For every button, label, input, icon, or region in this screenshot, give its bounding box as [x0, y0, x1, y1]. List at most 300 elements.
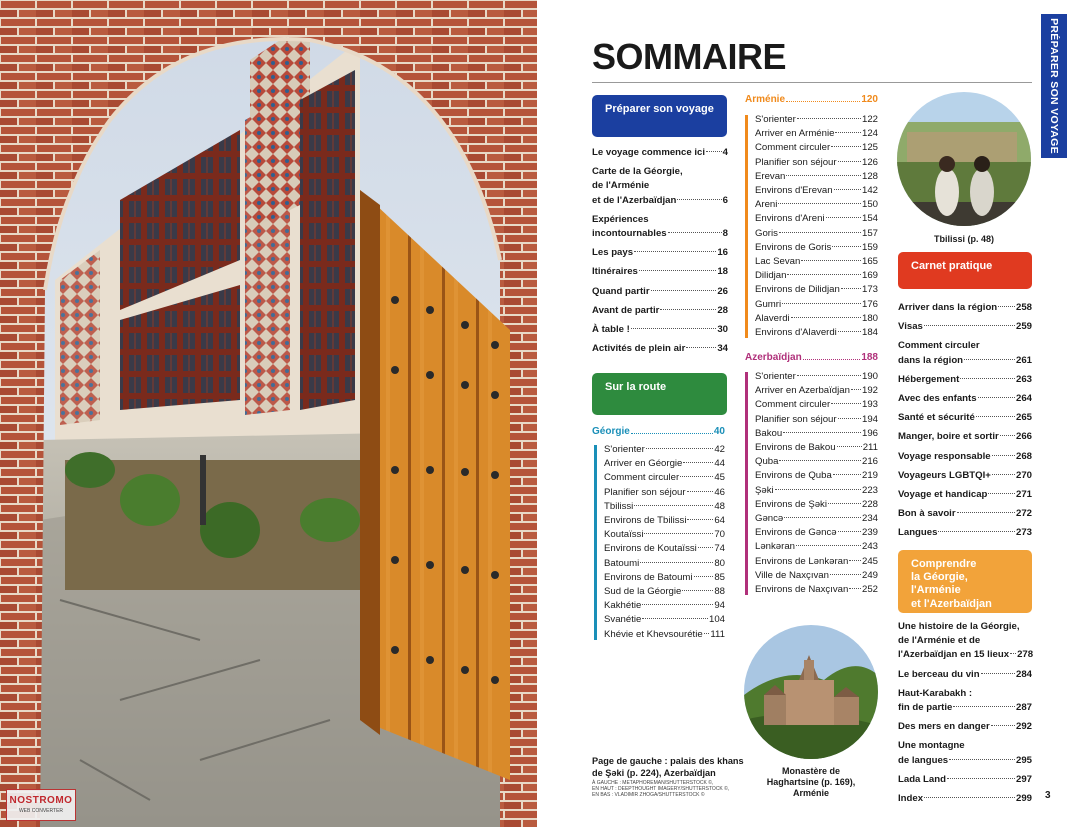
toc-entry[interactable] — [898, 354, 1032, 368]
toc-entry — [592, 213, 728, 227]
toc-entry[interactable] — [755, 398, 878, 412]
section-header-route-label: Sur la route — [605, 381, 667, 393]
toc-entry[interactable] — [604, 443, 725, 457]
toc-entry[interactable] — [604, 457, 725, 471]
toc-entry-label: Avec des enfants — [898, 393, 977, 405]
leader-dots — [779, 232, 861, 233]
monastery-caption-1: Monastère de — [781, 766, 841, 776]
toc-entry-page: 234 — [861, 513, 878, 525]
credit-line-3: EN BAS : VLADIMIR ZHOGA/SHUTTERSTOCK © — [592, 792, 705, 799]
toc-entry-label: Hébergement — [898, 373, 960, 385]
toc-entry[interactable] — [755, 413, 878, 427]
toc-entry-page: 159 — [861, 241, 878, 253]
toc-entry-label: Comment circuler — [898, 340, 980, 352]
region-georgia-label: Géorgie — [592, 426, 630, 437]
toc-entry-page: 287 — [1015, 702, 1032, 714]
leader-dots — [838, 161, 861, 162]
toc-entry-page: 157 — [861, 227, 878, 239]
toc-entry-page: 190 — [861, 371, 878, 382]
toc-entry-page: 45 — [714, 472, 725, 484]
toc-entry-label: fin de partie — [898, 702, 953, 714]
toc-entry[interactable] — [604, 628, 725, 642]
toc-entry-page: 26 — [717, 285, 728, 297]
toc-entry-page: 104 — [708, 614, 725, 626]
toc-entry-page: 211 — [862, 442, 878, 454]
toc-entry-page: 4 — [722, 147, 728, 158]
leader-dots — [784, 517, 861, 518]
leader-dots — [991, 725, 1015, 726]
toc-entry-label: Des mers en danger — [898, 721, 990, 733]
leader-dots — [680, 476, 713, 477]
toc-entry-page: 261 — [1015, 354, 1032, 366]
leader-dots — [686, 347, 716, 348]
toc-entry[interactable] — [604, 613, 725, 627]
toc-entry[interactable] — [898, 488, 1032, 502]
leader-dots — [992, 474, 1015, 475]
publisher-logo — [6, 789, 76, 821]
toc-entry[interactable] — [898, 526, 1032, 540]
section-header-prep-label: Préparer son voyage — [605, 103, 714, 115]
toc-entry-label: Environs d'Areni — [755, 213, 825, 225]
toc-entry[interactable] — [755, 184, 878, 198]
toc-entry[interactable] — [755, 583, 878, 597]
leader-dots — [631, 328, 716, 329]
toc-entry-label: Itinéraires — [592, 266, 638, 278]
leader-dots — [639, 270, 716, 271]
leader-dots — [998, 306, 1015, 307]
leader-dots — [838, 331, 861, 332]
leader-dots — [646, 448, 714, 449]
toc-entry-label: Environs d'Alaverdi — [755, 327, 837, 339]
toc-entry-label: de l'Arménie — [592, 180, 650, 192]
page-number: 3 — [1045, 790, 1051, 801]
leader-dots — [682, 590, 713, 591]
leader-dots — [831, 146, 861, 147]
toc-entry-label: et de l'Azerbaïdjan — [592, 194, 677, 206]
leader-dots — [992, 455, 1015, 456]
toc-entry-page: 273 — [1015, 527, 1032, 539]
toc-entry[interactable] — [755, 455, 878, 469]
toc-entry[interactable] — [755, 312, 878, 326]
toc-armenia-list — [745, 113, 878, 340]
toc-entry-label: Voyageurs LGBTQI+ — [898, 469, 991, 481]
toc-entry-label: Gumri — [755, 298, 782, 310]
toc-entry-page: 6 — [722, 194, 728, 206]
toc-entry-label: Activités de plein air — [592, 343, 686, 355]
toc-entry-page: 196 — [861, 427, 878, 439]
toc-entry-label: Index — [898, 793, 924, 805]
toc-entry-label: Lənkəran — [755, 541, 796, 553]
leader-dots — [988, 493, 1015, 494]
toc-entry-label: Svanétie — [604, 614, 642, 626]
toc-entry[interactable] — [755, 269, 878, 283]
toc-entry-page: 48 — [714, 500, 725, 512]
toc-entry-label: Comment circuler — [755, 142, 831, 154]
toc-entry[interactable] — [592, 323, 728, 337]
section-header-carnet[interactable] — [898, 252, 1032, 289]
toc-entry[interactable] — [604, 514, 725, 528]
leader-dots — [938, 531, 1015, 532]
leader-dots — [960, 378, 1015, 379]
toc-prep-list — [592, 146, 728, 356]
toc-entry-label: À table ! — [592, 324, 630, 336]
toc-entry[interactable] — [755, 384, 878, 398]
toc-entry-label: Environs de Lənkəran — [755, 555, 849, 567]
toc-entry-page: 64 — [714, 515, 725, 527]
monastery-caption-3: Arménie — [792, 788, 829, 798]
region-header-georgia[interactable] — [592, 426, 725, 437]
toc-entry — [898, 339, 1032, 353]
toc-entry-page: 124 — [861, 128, 878, 140]
toc-entry[interactable] — [898, 392, 1032, 406]
toc-entry-page: 30 — [717, 324, 728, 336]
toc-entry-page: 297 — [1015, 773, 1032, 785]
toc-entry-page: 94 — [714, 600, 725, 612]
tbilisi-caption: Tbilissi (p. 48) — [933, 234, 994, 244]
toc-entry-label: Environs de Şəki — [755, 498, 827, 510]
toc-entry[interactable] — [604, 500, 725, 514]
leader-dots — [834, 189, 861, 190]
toc-entry[interactable] — [755, 512, 878, 526]
toc-entry-page: 16 — [717, 247, 728, 259]
toc-entry-page: 271 — [1015, 489, 1032, 501]
toc-entry-page: 180 — [861, 312, 878, 324]
toc-entry-label: Dilidjan — [755, 270, 787, 282]
toc-entry[interactable] — [755, 484, 878, 498]
leader-dots — [838, 531, 861, 532]
logo-text: NOSTROMO — [9, 795, 73, 806]
toc-entry-label: dans la région — [898, 354, 964, 366]
toc-entry[interactable] — [898, 754, 1032, 768]
leader-dots — [1010, 653, 1016, 654]
toc-entry[interactable] — [755, 283, 878, 297]
leader-dots — [704, 633, 710, 634]
toc-entry-label: Environs de Koutaïssi — [604, 543, 697, 555]
leader-dots — [797, 118, 861, 119]
toc-entry-page: 125 — [861, 142, 878, 154]
toc-entry-label: Arriver en Arménie — [755, 128, 835, 140]
toc-entry-label: Koutaïssi — [604, 529, 644, 541]
toc-entry-label: Haut-Karabakh : — [898, 687, 973, 699]
toc-entry-page: 223 — [861, 484, 878, 496]
monastery-caption — [744, 766, 878, 799]
leader-dots — [841, 288, 861, 289]
leader-dots — [683, 462, 713, 463]
toc-entry[interactable] — [755, 370, 878, 384]
region-header-azerbaijan[interactable] — [745, 352, 878, 363]
toc-entry-page: 299 — [1015, 793, 1032, 805]
leader-dots — [837, 446, 862, 447]
toc-entry-page: 111 — [710, 628, 725, 640]
toc-entry-label: Goris — [755, 227, 778, 239]
toc-entry[interactable] — [592, 304, 728, 318]
toc-entry — [592, 165, 728, 179]
leader-dots — [957, 512, 1015, 513]
toc-entry-page: 252 — [861, 584, 878, 596]
toc-entry[interactable] — [755, 170, 878, 184]
toc-entry[interactable] — [755, 255, 878, 269]
toc-entry[interactable] — [755, 498, 878, 512]
toc-entry[interactable] — [898, 720, 1032, 734]
toc-entry-page: 194 — [861, 413, 878, 425]
toc-entry[interactable] — [898, 773, 1032, 787]
leader-dots — [849, 560, 861, 561]
toc-entry-page: 173 — [861, 284, 878, 296]
toc-entry[interactable] — [755, 555, 878, 569]
toc-entry-page: 165 — [861, 256, 878, 268]
toc-entry-label: Comment circuler — [755, 399, 831, 411]
toc-entry[interactable] — [604, 599, 725, 613]
leader-dots — [830, 574, 861, 575]
toc-entry — [898, 687, 1032, 701]
leader-dots — [642, 618, 708, 619]
leader-dots — [1000, 435, 1015, 436]
contents-page — [537, 0, 1067, 827]
toc-entry-page: 88 — [714, 586, 725, 598]
toc-entry-label: Şəki — [755, 484, 774, 496]
toc-entry[interactable] — [755, 569, 878, 583]
region-armenia-page: 120 — [861, 94, 878, 105]
title-divider — [592, 82, 1032, 83]
toc-entry[interactable] — [755, 212, 878, 226]
toc-entry[interactable] — [604, 542, 725, 556]
leader-dots — [976, 416, 1015, 417]
toc-entry[interactable] — [755, 469, 878, 483]
toc-entry[interactable] — [755, 198, 878, 212]
region-azerbaijan-page: 188 — [861, 352, 878, 363]
toc-entry[interactable] — [604, 585, 725, 599]
toc-entry-page: 243 — [861, 541, 878, 553]
leader-dots — [634, 505, 713, 506]
toc-entry[interactable] — [755, 227, 878, 241]
section-header-carnet-label: Carnet pratique — [911, 260, 993, 272]
toc-entry[interactable] — [898, 301, 1032, 315]
toc-entry[interactable] — [755, 326, 878, 340]
section-header-comprendre[interactable] — [898, 550, 1032, 613]
toc-entry[interactable] — [898, 450, 1032, 464]
toc-entry-label: Environs de Dilidjan — [755, 284, 840, 296]
leader-dots — [660, 309, 716, 310]
toc-entry-label: Kakhétie — [604, 600, 642, 612]
toc-entry-label: Environs de Batoumi — [604, 571, 693, 583]
toc-entry-label: Planifier son séjour — [755, 156, 837, 168]
leader-dots — [698, 547, 714, 548]
toc-entry-page: 266 — [1015, 431, 1032, 443]
toc-entry-label: Areni — [755, 199, 778, 211]
leader-dots — [677, 199, 721, 200]
leader-dots — [796, 545, 861, 546]
toc-entry-label: Batoumi — [604, 557, 640, 569]
leader-dots — [642, 604, 713, 605]
toc-entry-label: incontournables — [592, 228, 667, 240]
toc-entry[interactable] — [898, 373, 1032, 387]
toc-entry-page: 278 — [1017, 649, 1034, 661]
toc-entry-page: 216 — [861, 456, 878, 468]
toc-entry-label: Visas — [898, 321, 923, 333]
toc-entry[interactable] — [592, 285, 728, 299]
toc-entry-label: Le berceau du vin — [898, 668, 980, 680]
toc-entry-label: Les pays — [592, 247, 634, 259]
toc-entry-label: Le voyage commence ici — [592, 147, 706, 158]
toc-entry-page: 169 — [861, 270, 878, 282]
toc-entry[interactable] — [898, 701, 1032, 715]
toc-entry-label: Arriver dans la région — [898, 302, 998, 313]
toc-entry[interactable] — [755, 241, 878, 255]
region-header-armenia[interactable] — [745, 94, 878, 105]
toc-entry[interactable] — [898, 469, 1032, 483]
toc-entry-label: Environs de Naxçıvan — [755, 584, 849, 596]
toc-entry[interactable] — [755, 427, 878, 441]
credit-line-1: À GAUCHE : METAPHOREMAN/SHUTTERSTOCK ©, — [592, 780, 714, 786]
leader-dots — [801, 260, 861, 261]
toc-entry — [592, 179, 728, 193]
toc-entry-label: Langues — [898, 527, 938, 539]
leader-dots — [644, 533, 713, 534]
leader-dots — [783, 432, 861, 433]
toc-entry-page: 263 — [1015, 373, 1032, 385]
toc-entry[interactable] — [898, 668, 1032, 682]
toc-entry-label: Expériences — [592, 213, 649, 225]
leader-dots — [640, 562, 713, 563]
toc-entry-label: Erevan — [755, 170, 786, 182]
toc-entry-page: 85 — [714, 571, 725, 583]
leader-dots — [786, 175, 861, 176]
leader-dots — [924, 797, 1015, 798]
toc-entry[interactable] — [755, 540, 878, 554]
toc-entry-label: Une montagne — [898, 740, 965, 752]
toc-entry-page: 74 — [714, 543, 725, 555]
toc-entry[interactable] — [755, 441, 878, 455]
toc-entry-label: Quand partir — [592, 285, 650, 297]
leader-dots — [791, 317, 861, 318]
leader-dots — [828, 503, 861, 504]
toc-entry-page: 176 — [861, 298, 878, 310]
toc-entry[interactable] — [898, 792, 1032, 806]
toc-entry[interactable] — [592, 194, 728, 208]
toc-entry[interactable] — [592, 227, 728, 241]
toc-entry-label: S'orienter — [755, 114, 796, 125]
toc-entry[interactable] — [604, 557, 725, 571]
leader-dots — [826, 217, 861, 218]
toc-entry-label: Bakou — [755, 427, 783, 439]
toc-entry[interactable] — [592, 265, 728, 279]
toc-entry-label: Environs de Quba — [755, 470, 832, 482]
toc-entry-label: Manger, boire et sortir — [898, 431, 999, 443]
toc-entry[interactable] — [898, 430, 1032, 444]
toc-entry-page: 258 — [1015, 302, 1032, 313]
leader-dots — [831, 403, 861, 404]
toc-entry-page: 154 — [861, 213, 878, 225]
toc-entry[interactable] — [755, 526, 878, 540]
toc-entry[interactable] — [592, 342, 728, 356]
leader-dots — [981, 673, 1015, 674]
toc-entry[interactable] — [755, 298, 878, 312]
toc-entry-label: Environs de Bakou — [755, 442, 836, 454]
toc-entry[interactable] — [755, 127, 878, 141]
toc-entry[interactable] — [604, 471, 725, 485]
toc-entry[interactable] — [898, 648, 1032, 662]
toc-entry-page: 292 — [1015, 721, 1032, 733]
toc-entry[interactable] — [898, 320, 1032, 334]
region-georgia-page: 40 — [713, 426, 725, 437]
toc-entry-label: de langues — [898, 754, 949, 766]
credit-line-2: EN HAUT : DEEPTHOUGHT IMAGERY/SHUTTERSTOCK ©, — [592, 786, 730, 793]
section-header-route[interactable] — [592, 373, 727, 415]
leader-dots — [849, 588, 861, 589]
toc-entry-page: 295 — [1015, 754, 1032, 766]
leader-dots — [787, 274, 861, 275]
toc-entry-page: 142 — [861, 185, 878, 197]
toc-entry[interactable] — [604, 486, 725, 500]
toc-carnet-list — [898, 301, 1032, 541]
leader-dots — [835, 132, 861, 133]
toc-entry[interactable] — [604, 528, 725, 542]
toc-entry-label: Alaverdi — [755, 312, 790, 324]
toc-entry-page: 219 — [861, 470, 878, 482]
toc-entry-label: Environs de Gəncə — [755, 527, 837, 539]
toc-entry[interactable] — [898, 411, 1032, 425]
toc-entry[interactable] — [592, 246, 728, 260]
toc-entry-page: 28 — [717, 304, 728, 316]
left-page-caption-2: de Şəki (p. 224), Azerbaïdjan — [592, 768, 716, 778]
leader-dots — [775, 489, 861, 490]
leader-dots — [949, 759, 1015, 760]
leader-dots — [779, 460, 861, 461]
page-title: SOMMAIRE — [592, 36, 786, 77]
toc-entry-label: Bon à savoir — [898, 508, 956, 520]
toc-entry-label: S'orienter — [755, 371, 796, 382]
toc-entry-label: Avant de partir — [592, 304, 660, 316]
leader-dots — [953, 706, 1015, 707]
monastery-caption-2: Haghartsine (p. 169), — [766, 777, 856, 787]
toc-entry-label: Sud de la Géorgie — [604, 586, 682, 598]
toc-entry-page: 44 — [714, 458, 725, 470]
section-header-prep[interactable] — [592, 95, 727, 137]
toc-entry-label: S'orienter — [604, 444, 645, 455]
toc-azerbaijan-list — [745, 370, 878, 597]
side-tab-label: PRÉPARER SON VOYAGE — [1048, 18, 1060, 154]
leader-dots — [687, 519, 713, 520]
left-page-caption — [592, 755, 752, 779]
toc-entry-label: Khévie et Khevsourétie — [604, 628, 703, 640]
toc-entry-page: 150 — [861, 199, 878, 211]
leader-dots — [687, 491, 714, 492]
toc-entry — [898, 634, 1032, 648]
toc-entry[interactable] — [898, 507, 1032, 521]
toc-entry[interactable] — [604, 571, 725, 585]
comprendre-label-1: Comprendre — [911, 558, 977, 570]
toc-entry-page: 46 — [714, 486, 725, 498]
toc-entry-page: 264 — [1015, 393, 1032, 405]
toc-entry-page: 268 — [1015, 450, 1032, 462]
toc-entry-page: 128 — [861, 170, 878, 182]
toc-entry-page: 18 — [717, 266, 728, 278]
leader-dots — [964, 359, 1015, 360]
toc-georgia-list — [594, 443, 725, 642]
toc-entry[interactable] — [592, 146, 728, 160]
toc-entry[interactable] — [755, 141, 878, 155]
toc-entry-label: Une histoire de la Géorgie, — [898, 621, 1020, 632]
toc-entry-label: Gəncə — [755, 513, 784, 525]
region-azerbaijan-label: Azerbaïdjan — [745, 352, 802, 363]
toc-entry[interactable] — [755, 113, 878, 127]
photo-credits — [592, 780, 757, 799]
logo-subtext: WEB CONVERTER — [18, 808, 64, 814]
leader-dots — [668, 232, 722, 233]
toc-entry[interactable] — [755, 156, 878, 170]
toc-entry — [898, 739, 1032, 753]
toc-entry-label: Ville de Naxçıvan — [755, 569, 829, 581]
